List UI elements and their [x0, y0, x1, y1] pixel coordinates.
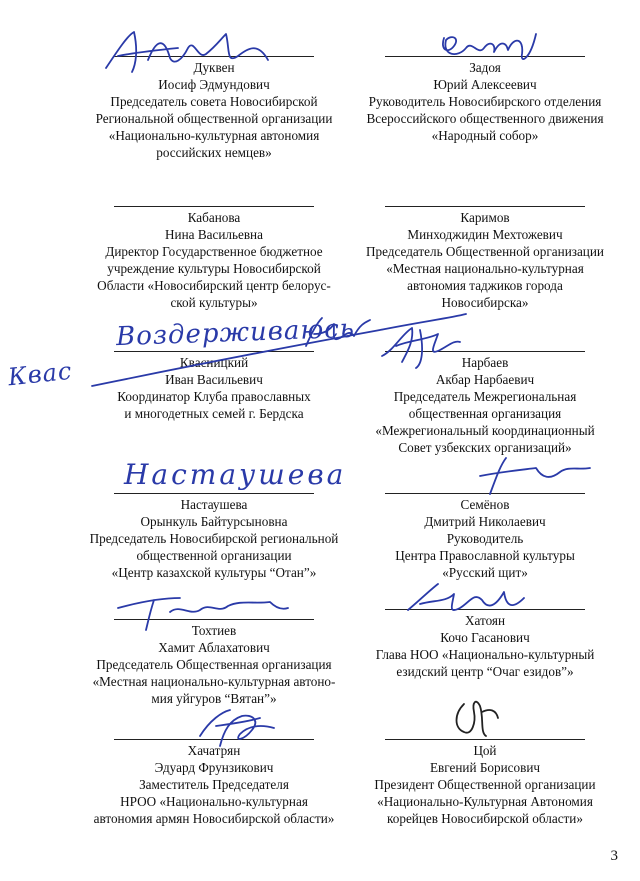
signatory-name: Акбар Нарбаевич	[435, 372, 535, 387]
handwritten-signature-nastausheva: Настаушева	[124, 458, 347, 491]
signatory-role-line: Председатель Общественная организация	[96, 657, 332, 672]
signatory-role-line: Глава НОО «Национально-культурный	[375, 647, 595, 662]
signatory-block-tokhtiev	[84, 619, 344, 707]
signatory-role-line: Руководитель	[446, 531, 524, 546]
signatory-role-line: Всероссийского общественного движения	[366, 111, 604, 126]
signatory-name: Нина Васильевна	[165, 227, 263, 242]
signatory-role-line: «Местная национально-культурная автоно-	[92, 674, 336, 689]
signatory-role-line: автономия армян Новосибирской области»	[93, 811, 335, 826]
signature-line	[114, 493, 314, 494]
signatory-role-line: Координатор Клуба православных	[117, 389, 311, 404]
signatory-role-line: Директор Государственное бюджетное	[105, 244, 323, 259]
signatory-role-line: Области «Новосибирский центр белорус-	[97, 278, 331, 293]
signatory-block-zadoya	[355, 56, 615, 144]
signature-line	[385, 493, 585, 494]
signatory-block-kabanova	[84, 206, 344, 311]
signatory-surname: Дуквен	[193, 60, 235, 75]
signatory-name: Минходжидин Мехтожевич	[407, 227, 563, 242]
signatory-role-line: «Центр казахской культуры “Отан”»	[111, 565, 317, 580]
signatory-role-line: и многодетных семей г. Бердска	[124, 406, 304, 421]
signatory-role-line: автономия таджиков города	[407, 278, 563, 293]
signatory-name: Евгений Борисович	[429, 760, 541, 775]
page-number: 3	[610, 848, 618, 864]
signatory-surname: Семёнов	[460, 497, 510, 512]
signatory-block-karimov	[355, 206, 615, 311]
signatory-surname: Задоя	[469, 60, 501, 75]
signatory-role-line: общественная организация	[408, 406, 562, 421]
signatory-block-semenov	[355, 493, 615, 581]
signatory-name: Хамит Аблахатович	[158, 640, 270, 655]
handwritten-signature-tsoi	[446, 692, 506, 742]
signatory-name: Орынкуль Байтурсыновна	[140, 514, 288, 529]
signature-line	[114, 206, 314, 207]
signatory-surname: Тохтиев	[191, 623, 237, 638]
signatory-name: Иван Васильевич	[165, 372, 263, 387]
signatory-role-line: «Народный собор»	[431, 128, 539, 143]
signatory-role-line: «Национально-культурная автономия	[108, 128, 320, 143]
signatory-block-khachatryan	[84, 739, 344, 827]
signatory-role-line: российских немцев»	[156, 145, 272, 160]
signatory-surname: Каримов	[460, 210, 510, 225]
signatory-role-line: учреждение культуры Новосибирской	[107, 261, 321, 276]
signature-line	[114, 619, 314, 620]
signatory-role-line: «Национально-Культурная Автономия	[377, 794, 593, 809]
signatory-block-tsoi	[355, 739, 615, 827]
signature-line	[114, 56, 314, 57]
signatory-role-line: езидский центр “Очаг езидов”»	[396, 664, 574, 679]
handwritten-note-abstain: Воздерживаюсь	[115, 313, 356, 353]
signature-line	[385, 206, 585, 207]
signatory-surname: Хатоян	[464, 613, 506, 628]
signatory-role-line: корейцев Новосибирской области»	[387, 811, 583, 826]
signatory-role-line: «Межрегиональный координационный	[375, 423, 595, 438]
signatory-surname: Квасницкий	[179, 355, 249, 370]
signatory-role-line: Руководитель Новосибирского отделения	[368, 94, 602, 109]
signatory-role-line: Председатель Межрегиональная	[393, 389, 577, 404]
signatory-role-line: Президент Общественной организации	[374, 777, 596, 792]
signature-line	[114, 739, 314, 740]
signatory-role-line: Региональной общественной организации	[95, 111, 333, 126]
signatory-block-khatoyan	[355, 609, 615, 680]
signatory-role-line: «Местная национально-культурная	[386, 261, 584, 276]
signatory-name: Юрий Алексеевич	[433, 77, 537, 92]
signatory-role-line: Заместитель Председателя	[139, 777, 289, 792]
signatory-block-dukven	[84, 56, 344, 161]
signatory-block-nastausheva	[84, 493, 344, 581]
signatory-role-line: мия уйгуров “Вятан”»	[151, 691, 277, 706]
signatory-role-line: Совет узбекских организаций»	[398, 440, 572, 455]
signatory-role-line: Председатель Общественной организации	[366, 244, 604, 259]
signatory-role-line: Председатель совета Новосибирской	[110, 94, 318, 109]
signature-line	[385, 739, 585, 740]
signatory-role-line: НРОО «Национально-культурная	[120, 794, 308, 809]
handwritten-signature-kvasnitsky: Квас	[6, 356, 74, 392]
signatory-name: Дмитрий Николаевич	[424, 514, 546, 529]
signature-line	[385, 56, 585, 57]
signatory-role-line: общественной организации	[136, 548, 292, 563]
signature-line	[385, 609, 585, 610]
signatory-role-line: Центра Православной культуры	[395, 548, 575, 563]
signatory-role-line: ской культуры»	[170, 295, 258, 310]
signature-line	[385, 351, 585, 352]
signatory-surname: Настаушева	[180, 497, 248, 512]
signatory-name: Эдуард Фрунзикович	[154, 760, 274, 775]
signatory-surname: Нарбаев	[461, 355, 509, 370]
signatory-surname: Цой	[473, 743, 497, 758]
signatory-name: Иосиф Эдмундович	[158, 77, 270, 92]
signatory-surname: Хачатрян	[187, 743, 241, 758]
signatory-block-narbaev	[355, 351, 615, 456]
signatory-role-line: «Русский щит»	[442, 565, 528, 580]
signatory-block-kvasnitsky	[84, 351, 344, 422]
signatory-name: Кочо Гасанович	[440, 630, 530, 645]
signatory-role-line: Новосибирска»	[441, 295, 529, 310]
signatory-role-line: Председатель Новосибирской региональной	[89, 531, 339, 546]
signatory-surname: Кабанова	[187, 210, 241, 225]
